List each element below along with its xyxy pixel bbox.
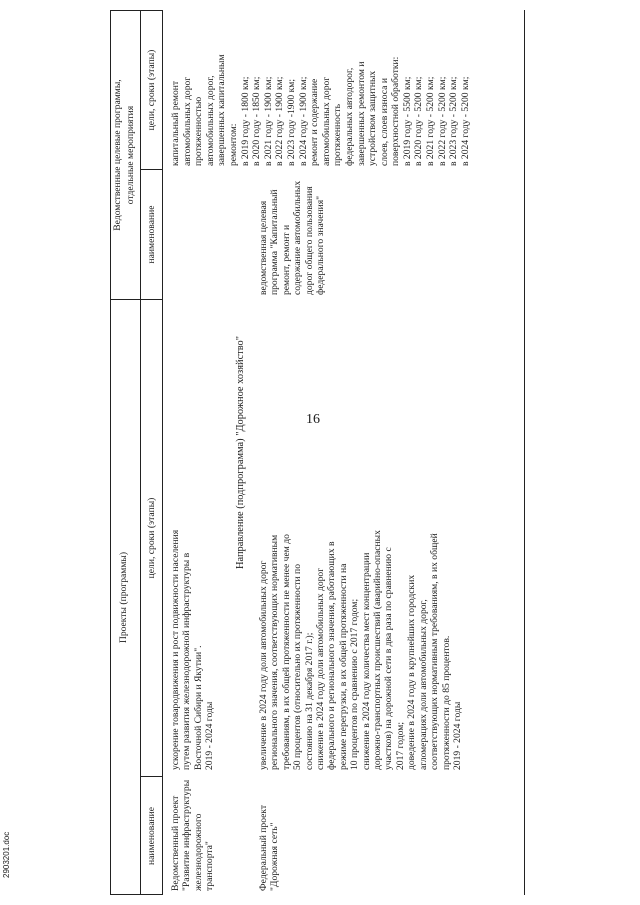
row2-program-goals-line: завершенных ремонтом и: [355, 61, 367, 166]
row1-name-line: железнодорожного транспорта": [192, 813, 216, 891]
row2-name-line: "Дорожная сеть": [269, 822, 281, 891]
page-number: 16: [306, 412, 320, 427]
row2-goals-line: доведение в 2024 году в крупнейших городских: [406, 574, 418, 770]
row2-name-line: Федеральный проект: [258, 804, 269, 891]
row2-program-goals-line: завершенных капитальным: [216, 54, 228, 166]
row2-program-goals-line: устройством защитных: [367, 70, 379, 166]
row2-program-goals-line: в 2024 году - 1900 км;: [297, 76, 309, 166]
row2-program-goals-line: автомобильных дорог,: [204, 75, 216, 166]
row2-program-goals-line: федеральных автодорог,: [343, 67, 355, 166]
row2-program-name-line: ведомственная целевая: [258, 200, 269, 295]
row2-goals-line: протяженности до 85 процентов.: [440, 635, 452, 770]
file-id-stamp: 2903201.doc: [2, 831, 11, 878]
row2-program-name-line: содержание автомобильных: [292, 180, 304, 295]
row2-program-goals-line: автомобильных дорог: [181, 76, 193, 166]
row1-goals-line: ускорение товародвижения и рост подвижности населения: [170, 529, 181, 770]
row2-program-name-line: программа "Капитальный: [269, 189, 281, 295]
header-goals-col: цели, сроки (этапы): [146, 497, 157, 579]
row2-goals-line: регионального значения, соответствующих нормативным: [269, 534, 281, 770]
header-name-col: наименование: [146, 807, 157, 865]
section-title: Направление (подпрограмма) "Дорожное хозяйство": [235, 336, 246, 570]
header-rule-2: [162, 10, 163, 895]
row2-program-goals-line: в 2023 году -1900 км;: [285, 79, 297, 166]
row2-program-goals-line: в 2022 году - 5200 км;: [436, 76, 448, 166]
row1-goals-line: путем развития железнодорожной инфраструктуры в: [181, 552, 193, 770]
row2-program-goals-line: поверхностной обработки:: [390, 56, 402, 166]
row2-goals-line: агломерациях доли автомобильных дорог,: [417, 599, 429, 770]
row1-name: [170, 779, 216, 891]
row2-program-goals-line: в 2020 году - 5200 км;: [413, 76, 425, 166]
row2-program-goals-line: в 2022 году - 1900 км;: [274, 76, 286, 166]
row2-goals-line: состоянию на 31 декабря 2017 г.);: [303, 632, 315, 770]
row2-goals-line: требованиям, в их общей протяженности не менее чем до: [280, 534, 292, 770]
rotated-table-sheet: [110, 10, 525, 895]
row2-program-goals-line: ремонт и содержание: [309, 78, 321, 166]
row2-program-goals-line: протяженностью: [193, 96, 205, 166]
header-program-goals-col: цели, сроки (этапы): [146, 49, 157, 131]
row2-goals-line: снижение в 2024 году доли автомобильных дорог: [315, 567, 327, 770]
row2-program-goals-line: протяженность: [332, 104, 344, 166]
row1-goals: [170, 300, 216, 770]
row2-program-goals-line: в 2021 году - 1900 км;: [262, 76, 274, 166]
row2-program-name-line: дорог общего пользования: [303, 186, 315, 295]
row1-goals-line: 2019 - 2024 годы: [204, 701, 216, 770]
row2-goals-line: 2019 - 2024 годы: [451, 701, 463, 770]
row2-program-goals-line: в 2020 году - 1850 км;: [251, 76, 263, 166]
row2-goals-line: увеличение в 2024 году доли автомобильных дорог: [258, 560, 269, 770]
header-programs-line1: Ведомственные целевые программы,: [112, 79, 123, 231]
row2-goals-line: участков) на дорожной сети в два раза по сравнению с: [383, 547, 395, 770]
row2-goals-line: 50 процентов (относительно их протяженности по: [292, 564, 304, 770]
row2-goals-line: федерального и регионального значения, работающих в: [326, 541, 338, 770]
row2-program-goals-line: ремонтом:: [227, 123, 239, 166]
row2-goals-line: 2017 годом;: [394, 721, 406, 770]
row2-goals-line: 10 процентов по сравнению с 2017 годом;: [349, 598, 361, 770]
row2-program-goals-line: в 2021 году - 5200 км;: [425, 76, 437, 166]
row2-program-goals-line: в 2024 году - 5200 км;: [459, 76, 471, 166]
header-rule-1: [140, 10, 141, 895]
row2-program-goals-line: автомобильных дорог: [320, 76, 332, 166]
row2-program-goals-line: слоев, слоев износа и: [378, 78, 390, 166]
row2-program-goals-line: в 2019 году - 1800 км;: [239, 76, 251, 166]
table-top-rule: [110, 10, 111, 895]
row1-name-line: Ведомственный проект: [170, 795, 181, 891]
header-programs-line2: отдельные мероприятия: [125, 105, 136, 205]
row2-program-name-line: ремонт, ремонт и: [280, 224, 292, 295]
row2-program-goals: [170, 11, 471, 166]
row2-program-goals-line: капитальный ремонт: [170, 80, 181, 166]
row2-goals: [258, 300, 463, 770]
table-bottom-rule: [524, 10, 525, 895]
row2-program-goals-line: в 2019 году - 5500 км;: [401, 76, 413, 166]
row2-goals-line: режиме перегрузки, в их общей протяженности на: [337, 563, 349, 770]
row2-program-goals-line: в 2023 году - 5200 км;: [448, 76, 460, 166]
row2-program-name-line: федерального значения": [315, 195, 327, 295]
row1-goals-line: Восточной Сибири и Якутии".: [192, 645, 204, 770]
header-program-name-col: наименование: [146, 205, 157, 264]
row2-goals-line: соответствующих нормативным требованиям, в их общей: [429, 533, 441, 770]
row2-program-name: [258, 171, 326, 295]
row1-name-line: "Развитие инфраструктуры: [181, 779, 193, 891]
row2-goals-line: дорожно-транспортных происшествий (аварийно-опасных: [372, 530, 384, 770]
row2-goals-line: снижение в 2024 году количества мест концентрации: [360, 552, 372, 770]
row2-name: [258, 779, 281, 891]
header-projects: Проекты (программы): [118, 551, 129, 644]
